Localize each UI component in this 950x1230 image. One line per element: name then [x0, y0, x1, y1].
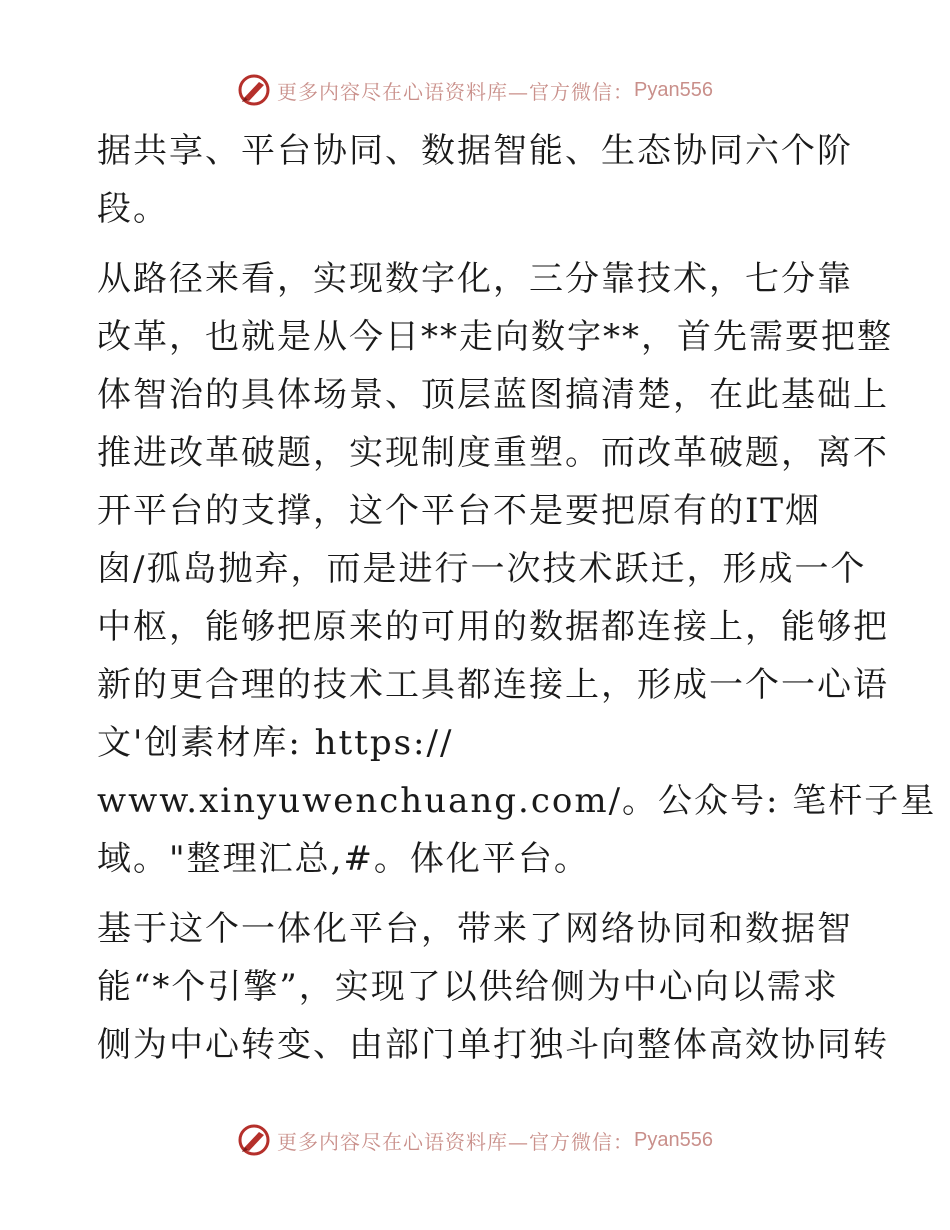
text-line: 改革，也就是从今日**走向数字**，首先需要把整 [97, 317, 893, 357]
text-line: 文'创素材库: https:// [97, 723, 454, 763]
paragraph-1 [97, 122, 857, 238]
text-line: www.xinyuwenchuang.com/。公众号: 笔杆子星 [97, 781, 937, 821]
text-line: 新的更合理的技术工具都连接上，形成一个一心语 [97, 665, 889, 705]
text-line: 开平台的支撑，这个平台不是要把原有的IT烟 [97, 491, 822, 531]
paragraph-3 [97, 900, 889, 1074]
footer-watermark-banner [0, 1120, 950, 1160]
document-body [97, 122, 937, 1074]
text-line: 推进改革破题，实现制度重塑。而改革破题，离不 [97, 433, 889, 473]
text-line: 体智治的具体场景、顶层蓝图搞清楚，在此基础上 [97, 375, 889, 415]
text-line: 据共享、平台协同、数据智能、生态协同六个阶 [97, 131, 853, 171]
header-banner-text: 更多内容尽在心语资料库—官方微信： [277, 79, 635, 104]
footer-banner-text: 更多内容尽在心语资料库—官方微信： [277, 1129, 635, 1154]
text-line: 段。 [97, 189, 169, 229]
text-line: 囱/孤岛抛弃，而是进行一次技术跃迁，形成一个 [97, 549, 867, 589]
header-banner-wechat-id: Pyan556 [634, 78, 713, 101]
text-line: 能“*个引擎”，实现了以供给侧为中心向以需求 [97, 967, 839, 1007]
text-line: 域。"整理汇总,#。体化平台。 [97, 839, 590, 879]
footer-banner-wechat-id: Pyan556 [634, 1128, 713, 1151]
text-line: 中枢，能够把原来的可用的数据都连接上，能够把 [97, 607, 889, 647]
text-line: 从路径来看，实现数字化，三分靠技术，七分靠 [97, 259, 853, 299]
text-line: 基于这个一体化平台，带来了网络协同和数据智 [97, 909, 853, 949]
header-watermark-banner [0, 70, 950, 110]
pen-logo-icon [237, 73, 271, 107]
paragraph-2 [97, 250, 937, 888]
text-line: 侧为中心转变、由部门单打独斗向整体高效协同转 [97, 1025, 889, 1065]
pen-logo-icon [237, 1123, 271, 1157]
